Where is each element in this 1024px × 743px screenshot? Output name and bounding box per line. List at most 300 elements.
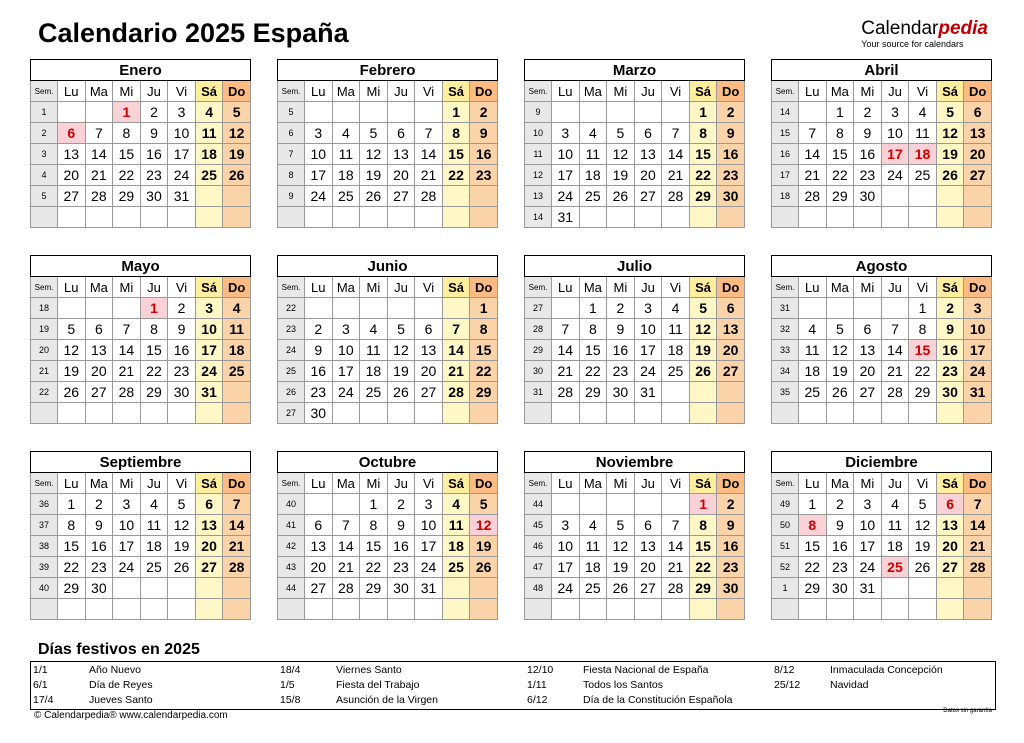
day-cell[interactable]: 3 (332, 319, 360, 340)
day-cell[interactable]: 30 (607, 382, 635, 403)
day-cell[interactable]: 5 (909, 494, 937, 515)
day-cell[interactable]: 30 (717, 186, 745, 207)
day-cell[interactable]: 19 (607, 165, 635, 186)
day-cell[interactable]: 3 (415, 494, 443, 515)
day-cell[interactable]: 7 (662, 123, 690, 144)
day-cell[interactable]: 15 (799, 536, 827, 557)
day-cell[interactable]: 19 (689, 340, 717, 361)
day-cell[interactable]: 26 (360, 186, 388, 207)
day-cell[interactable]: 13 (58, 144, 86, 165)
day-cell[interactable]: 13 (854, 340, 882, 361)
day-cell[interactable]: 8 (689, 123, 717, 144)
day-cell[interactable]: 1 (909, 298, 937, 319)
day-cell[interactable]: 14 (552, 340, 580, 361)
day-cell[interactable]: 18 (662, 340, 690, 361)
day-cell[interactable]: 22 (799, 557, 827, 578)
day-cell[interactable]: 12 (936, 123, 964, 144)
day-cell[interactable]: 11 (799, 340, 827, 361)
day-cell[interactable]: 3 (552, 123, 580, 144)
day-cell[interactable]: 25 (360, 382, 388, 403)
day-cell[interactable]: 31 (634, 382, 662, 403)
day-cell[interactable]: 11 (442, 515, 470, 536)
day-cell[interactable]: 11 (223, 319, 251, 340)
day-cell[interactable]: 18 (579, 165, 607, 186)
day-cell[interactable]: 2 (168, 298, 196, 319)
day-cell[interactable]: 24 (415, 557, 443, 578)
day-cell[interactable]: 7 (415, 123, 443, 144)
footer-credit[interactable]: © Calendarpedia® www.calendarpedia.com (34, 710, 228, 721)
day-cell[interactable]: 18 (360, 361, 388, 382)
day-cell[interactable]: 12 (168, 515, 196, 536)
day-cell[interactable]: 22 (140, 361, 168, 382)
day-cell[interactable]: 26 (58, 382, 86, 403)
day-cell[interactable]: 13 (305, 536, 333, 557)
day-cell[interactable]: 4 (332, 123, 360, 144)
day-cell[interactable]: 2 (854, 102, 882, 123)
day-cell[interactable]: 12 (607, 536, 635, 557)
day-cell[interactable]: 21 (332, 557, 360, 578)
day-cell[interactable]: 19 (168, 536, 196, 557)
day-cell[interactable]: 14 (662, 536, 690, 557)
day-cell[interactable]: 11 (195, 123, 223, 144)
day-cell[interactable]: 17 (332, 361, 360, 382)
day-cell[interactable]: 1 (799, 494, 827, 515)
day-cell[interactable]: 2 (936, 298, 964, 319)
day-cell[interactable]: 20 (634, 557, 662, 578)
day-cell[interactable]: 12 (689, 319, 717, 340)
day-cell[interactable]: 30 (387, 578, 415, 599)
day-cell[interactable]: 7 (442, 319, 470, 340)
day-cell[interactable]: 20 (717, 340, 745, 361)
day-cell[interactable]: 27 (195, 557, 223, 578)
day-cell[interactable]: 1 (140, 298, 168, 319)
day-cell[interactable]: 1 (442, 102, 470, 123)
day-cell[interactable]: 28 (662, 578, 690, 599)
day-cell[interactable]: 10 (332, 340, 360, 361)
day-cell[interactable]: 24 (552, 578, 580, 599)
day-cell[interactable]: 10 (964, 319, 992, 340)
day-cell[interactable]: 8 (579, 319, 607, 340)
day-cell[interactable]: 21 (881, 361, 909, 382)
day-cell[interactable]: 28 (799, 186, 827, 207)
day-cell[interactable]: 19 (936, 144, 964, 165)
day-cell[interactable]: 29 (579, 382, 607, 403)
day-cell[interactable]: 8 (689, 515, 717, 536)
day-cell[interactable]: 24 (113, 557, 141, 578)
day-cell[interactable]: 9 (140, 123, 168, 144)
day-cell[interactable]: 6 (195, 494, 223, 515)
day-cell[interactable]: 14 (881, 340, 909, 361)
day-cell[interactable]: 8 (58, 515, 86, 536)
day-cell[interactable]: 28 (662, 186, 690, 207)
day-cell[interactable]: 13 (387, 144, 415, 165)
day-cell[interactable]: 18 (579, 557, 607, 578)
day-cell[interactable]: 29 (140, 382, 168, 403)
day-cell[interactable]: 13 (85, 340, 113, 361)
day-cell[interactable]: 11 (662, 319, 690, 340)
day-cell[interactable]: 30 (717, 578, 745, 599)
day-cell[interactable]: 6 (85, 319, 113, 340)
day-cell[interactable]: 23 (936, 361, 964, 382)
day-cell[interactable]: 26 (909, 557, 937, 578)
day-cell[interactable]: 24 (854, 557, 882, 578)
day-cell[interactable]: 4 (442, 494, 470, 515)
day-cell[interactable]: 19 (58, 361, 86, 382)
day-cell[interactable]: 16 (936, 340, 964, 361)
day-cell[interactable]: 24 (305, 186, 333, 207)
day-cell[interactable]: 4 (140, 494, 168, 515)
day-cell[interactable]: 17 (305, 165, 333, 186)
day-cell[interactable]: 26 (470, 557, 498, 578)
day-cell[interactable]: 11 (579, 536, 607, 557)
day-cell[interactable]: 6 (634, 123, 662, 144)
day-cell[interactable]: 17 (168, 144, 196, 165)
day-cell[interactable]: 23 (854, 165, 882, 186)
day-cell[interactable]: 16 (305, 361, 333, 382)
day-cell[interactable]: 30 (936, 382, 964, 403)
day-cell[interactable]: 11 (881, 515, 909, 536)
day-cell[interactable]: 18 (195, 144, 223, 165)
day-cell[interactable]: 25 (140, 557, 168, 578)
day-cell[interactable]: 10 (552, 536, 580, 557)
day-cell[interactable]: 22 (113, 165, 141, 186)
day-cell[interactable]: 13 (964, 123, 992, 144)
day-cell[interactable]: 20 (854, 361, 882, 382)
day-cell[interactable]: 10 (305, 144, 333, 165)
day-cell[interactable]: 7 (113, 319, 141, 340)
day-cell[interactable]: 15 (689, 144, 717, 165)
day-cell[interactable]: 28 (442, 382, 470, 403)
day-cell[interactable]: 7 (85, 123, 113, 144)
day-cell[interactable]: 2 (387, 494, 415, 515)
day-cell[interactable]: 29 (689, 578, 717, 599)
day-cell[interactable]: 3 (854, 494, 882, 515)
day-cell[interactable]: 29 (58, 578, 86, 599)
day-cell[interactable]: 10 (854, 515, 882, 536)
day-cell[interactable]: 29 (826, 186, 854, 207)
day-cell[interactable]: 10 (195, 319, 223, 340)
day-cell[interactable]: 6 (305, 515, 333, 536)
day-cell[interactable]: 28 (415, 186, 443, 207)
day-cell[interactable]: 16 (607, 340, 635, 361)
day-cell[interactable]: 26 (387, 382, 415, 403)
day-cell[interactable]: 22 (909, 361, 937, 382)
day-cell[interactable]: 15 (113, 144, 141, 165)
day-cell[interactable]: 27 (964, 165, 992, 186)
day-cell[interactable]: 21 (662, 557, 690, 578)
day-cell[interactable]: 7 (881, 319, 909, 340)
day-cell[interactable]: 29 (470, 382, 498, 403)
day-cell[interactable]: 5 (223, 102, 251, 123)
day-cell[interactable]: 30 (305, 403, 333, 424)
day-cell[interactable]: 28 (552, 382, 580, 403)
day-cell[interactable]: 4 (360, 319, 388, 340)
day-cell[interactable]: 27 (634, 578, 662, 599)
day-cell[interactable]: 24 (332, 382, 360, 403)
day-cell[interactable]: 28 (881, 382, 909, 403)
day-cell[interactable]: 9 (936, 319, 964, 340)
day-cell[interactable]: 24 (168, 165, 196, 186)
day-cell[interactable]: 13 (634, 144, 662, 165)
day-cell[interactable]: 20 (58, 165, 86, 186)
day-cell[interactable]: 8 (140, 319, 168, 340)
day-cell[interactable]: 21 (85, 165, 113, 186)
day-cell[interactable]: 12 (470, 515, 498, 536)
day-cell[interactable]: 3 (168, 102, 196, 123)
day-cell[interactable]: 3 (195, 298, 223, 319)
day-cell[interactable]: 23 (387, 557, 415, 578)
day-cell[interactable]: 9 (305, 340, 333, 361)
day-cell[interactable]: 21 (964, 536, 992, 557)
day-cell[interactable]: 15 (140, 340, 168, 361)
day-cell[interactable]: 20 (415, 361, 443, 382)
day-cell[interactable]: 21 (223, 536, 251, 557)
day-cell[interactable]: 14 (662, 144, 690, 165)
day-cell[interactable]: 27 (387, 186, 415, 207)
day-cell[interactable]: 4 (799, 319, 827, 340)
day-cell[interactable]: 19 (360, 165, 388, 186)
day-cell[interactable]: 28 (113, 382, 141, 403)
day-cell[interactable]: 2 (140, 102, 168, 123)
day-cell[interactable]: 25 (662, 361, 690, 382)
day-cell[interactable]: 30 (168, 382, 196, 403)
day-cell[interactable]: 10 (881, 123, 909, 144)
day-cell[interactable]: 7 (332, 515, 360, 536)
day-cell[interactable]: 24 (881, 165, 909, 186)
day-cell[interactable]: 16 (168, 340, 196, 361)
day-cell[interactable]: 18 (442, 536, 470, 557)
day-cell[interactable]: 18 (332, 165, 360, 186)
day-cell[interactable]: 16 (85, 536, 113, 557)
day-cell[interactable]: 13 (634, 536, 662, 557)
day-cell[interactable]: 10 (634, 319, 662, 340)
day-cell[interactable]: 22 (826, 165, 854, 186)
day-cell[interactable]: 21 (442, 361, 470, 382)
day-cell[interactable]: 17 (854, 536, 882, 557)
day-cell[interactable]: 2 (470, 102, 498, 123)
day-cell[interactable]: 6 (964, 102, 992, 123)
day-cell[interactable]: 10 (113, 515, 141, 536)
day-cell[interactable]: 11 (579, 144, 607, 165)
day-cell[interactable]: 2 (717, 102, 745, 123)
day-cell[interactable]: 8 (826, 123, 854, 144)
day-cell[interactable]: 6 (58, 123, 86, 144)
day-cell[interactable]: 2 (305, 319, 333, 340)
day-cell[interactable]: 27 (85, 382, 113, 403)
day-cell[interactable]: 8 (360, 515, 388, 536)
day-cell[interactable]: 9 (607, 319, 635, 340)
day-cell[interactable]: 4 (881, 494, 909, 515)
day-cell[interactable]: 31 (964, 382, 992, 403)
day-cell[interactable]: 23 (140, 165, 168, 186)
day-cell[interactable]: 2 (85, 494, 113, 515)
day-cell[interactable]: 2 (826, 494, 854, 515)
day-cell[interactable]: 19 (826, 361, 854, 382)
day-cell[interactable]: 2 (717, 494, 745, 515)
day-cell[interactable]: 23 (85, 557, 113, 578)
day-cell[interactable]: 1 (470, 298, 498, 319)
day-cell[interactable]: 20 (634, 165, 662, 186)
day-cell[interactable]: 12 (223, 123, 251, 144)
day-cell[interactable]: 26 (223, 165, 251, 186)
day-cell[interactable]: 4 (662, 298, 690, 319)
day-cell[interactable]: 14 (113, 340, 141, 361)
day-cell[interactable]: 23 (717, 557, 745, 578)
day-cell[interactable]: 31 (552, 207, 580, 228)
day-cell[interactable]: 16 (717, 144, 745, 165)
day-cell[interactable]: 4 (579, 123, 607, 144)
day-cell[interactable]: 3 (552, 515, 580, 536)
day-cell[interactable]: 6 (936, 494, 964, 515)
day-cell[interactable]: 4 (909, 102, 937, 123)
day-cell[interactable]: 14 (442, 340, 470, 361)
day-cell[interactable]: 5 (360, 123, 388, 144)
day-cell[interactable]: 22 (579, 361, 607, 382)
day-cell[interactable]: 16 (826, 536, 854, 557)
day-cell[interactable]: 5 (470, 494, 498, 515)
day-cell[interactable]: 27 (634, 186, 662, 207)
day-cell[interactable]: 23 (826, 557, 854, 578)
day-cell[interactable]: 21 (113, 361, 141, 382)
day-cell[interactable]: 25 (579, 578, 607, 599)
day-cell[interactable]: 13 (936, 515, 964, 536)
day-cell[interactable]: 6 (854, 319, 882, 340)
day-cell[interactable]: 25 (909, 165, 937, 186)
day-cell[interactable]: 23 (470, 165, 498, 186)
day-cell[interactable]: 17 (964, 340, 992, 361)
day-cell[interactable]: 21 (662, 165, 690, 186)
day-cell[interactable]: 22 (58, 557, 86, 578)
day-cell[interactable]: 19 (470, 536, 498, 557)
day-cell[interactable]: 23 (168, 361, 196, 382)
day-cell[interactable]: 15 (58, 536, 86, 557)
day-cell[interactable]: 21 (799, 165, 827, 186)
day-cell[interactable]: 2 (607, 298, 635, 319)
day-cell[interactable]: 14 (332, 536, 360, 557)
day-cell[interactable]: 1 (58, 494, 86, 515)
day-cell[interactable]: 12 (909, 515, 937, 536)
day-cell[interactable]: 7 (799, 123, 827, 144)
day-cell[interactable]: 10 (552, 144, 580, 165)
day-cell[interactable]: 29 (909, 382, 937, 403)
day-cell[interactable]: 20 (85, 361, 113, 382)
day-cell[interactable]: 15 (360, 536, 388, 557)
day-cell[interactable]: 29 (799, 578, 827, 599)
day-cell[interactable]: 9 (387, 515, 415, 536)
day-cell[interactable]: 11 (360, 340, 388, 361)
day-cell[interactable]: 27 (936, 557, 964, 578)
day-cell[interactable]: 5 (936, 102, 964, 123)
day-cell[interactable]: 3 (634, 298, 662, 319)
day-cell[interactable]: 17 (881, 144, 909, 165)
day-cell[interactable]: 15 (470, 340, 498, 361)
day-cell[interactable]: 19 (387, 361, 415, 382)
day-cell[interactable]: 25 (442, 557, 470, 578)
day-cell[interactable]: 14 (415, 144, 443, 165)
day-cell[interactable]: 25 (223, 361, 251, 382)
day-cell[interactable]: 9 (854, 123, 882, 144)
day-cell[interactable]: 1 (579, 298, 607, 319)
day-cell[interactable]: 11 (140, 515, 168, 536)
day-cell[interactable]: 18 (909, 144, 937, 165)
day-cell[interactable]: 8 (470, 319, 498, 340)
day-cell[interactable]: 5 (58, 319, 86, 340)
day-cell[interactable]: 12 (360, 144, 388, 165)
day-cell[interactable]: 18 (140, 536, 168, 557)
day-cell[interactable]: 26 (607, 186, 635, 207)
day-cell[interactable]: 12 (826, 340, 854, 361)
day-cell[interactable]: 30 (140, 186, 168, 207)
day-cell[interactable]: 7 (964, 494, 992, 515)
day-cell[interactable]: 27 (415, 382, 443, 403)
day-cell[interactable]: 17 (113, 536, 141, 557)
day-cell[interactable]: 11 (332, 144, 360, 165)
day-cell[interactable]: 20 (305, 557, 333, 578)
day-cell[interactable]: 27 (854, 382, 882, 403)
day-cell[interactable]: 14 (799, 144, 827, 165)
day-cell[interactable]: 4 (223, 298, 251, 319)
day-cell[interactable]: 17 (195, 340, 223, 361)
day-cell[interactable]: 7 (662, 515, 690, 536)
day-cell[interactable]: 5 (387, 319, 415, 340)
day-cell[interactable]: 12 (387, 340, 415, 361)
day-cell[interactable]: 27 (717, 361, 745, 382)
day-cell[interactable]: 18 (881, 536, 909, 557)
day-cell[interactable]: 17 (552, 557, 580, 578)
day-cell[interactable]: 3 (881, 102, 909, 123)
day-cell[interactable]: 26 (168, 557, 196, 578)
day-cell[interactable]: 9 (168, 319, 196, 340)
day-cell[interactable]: 29 (113, 186, 141, 207)
day-cell[interactable]: 18 (223, 340, 251, 361)
day-cell[interactable]: 3 (113, 494, 141, 515)
day-cell[interactable]: 12 (607, 144, 635, 165)
day-cell[interactable]: 14 (964, 515, 992, 536)
day-cell[interactable]: 9 (826, 515, 854, 536)
day-cell[interactable]: 21 (552, 361, 580, 382)
day-cell[interactable]: 25 (881, 557, 909, 578)
day-cell[interactable]: 1 (826, 102, 854, 123)
day-cell[interactable]: 24 (552, 186, 580, 207)
day-cell[interactable]: 16 (140, 144, 168, 165)
day-cell[interactable]: 16 (717, 536, 745, 557)
day-cell[interactable]: 29 (689, 186, 717, 207)
day-cell[interactable]: 19 (909, 536, 937, 557)
day-cell[interactable]: 22 (470, 361, 498, 382)
day-cell[interactable]: 7 (223, 494, 251, 515)
day-cell[interactable]: 13 (195, 515, 223, 536)
day-cell[interactable]: 28 (332, 578, 360, 599)
day-cell[interactable]: 22 (689, 557, 717, 578)
day-cell[interactable]: 24 (195, 361, 223, 382)
day-cell[interactable]: 22 (360, 557, 388, 578)
day-cell[interactable]: 31 (854, 578, 882, 599)
day-cell[interactable]: 5 (689, 298, 717, 319)
day-cell[interactable]: 26 (936, 165, 964, 186)
day-cell[interactable]: 16 (387, 536, 415, 557)
day-cell[interactable]: 28 (964, 557, 992, 578)
day-cell[interactable]: 8 (799, 515, 827, 536)
day-cell[interactable]: 20 (936, 536, 964, 557)
day-cell[interactable]: 10 (168, 123, 196, 144)
day-cell[interactable]: 15 (442, 144, 470, 165)
day-cell[interactable]: 6 (634, 515, 662, 536)
day-cell[interactable]: 4 (579, 515, 607, 536)
day-cell[interactable]: 20 (387, 165, 415, 186)
day-cell[interactable]: 22 (442, 165, 470, 186)
day-cell[interactable]: 14 (223, 515, 251, 536)
day-cell[interactable]: 1 (113, 102, 141, 123)
